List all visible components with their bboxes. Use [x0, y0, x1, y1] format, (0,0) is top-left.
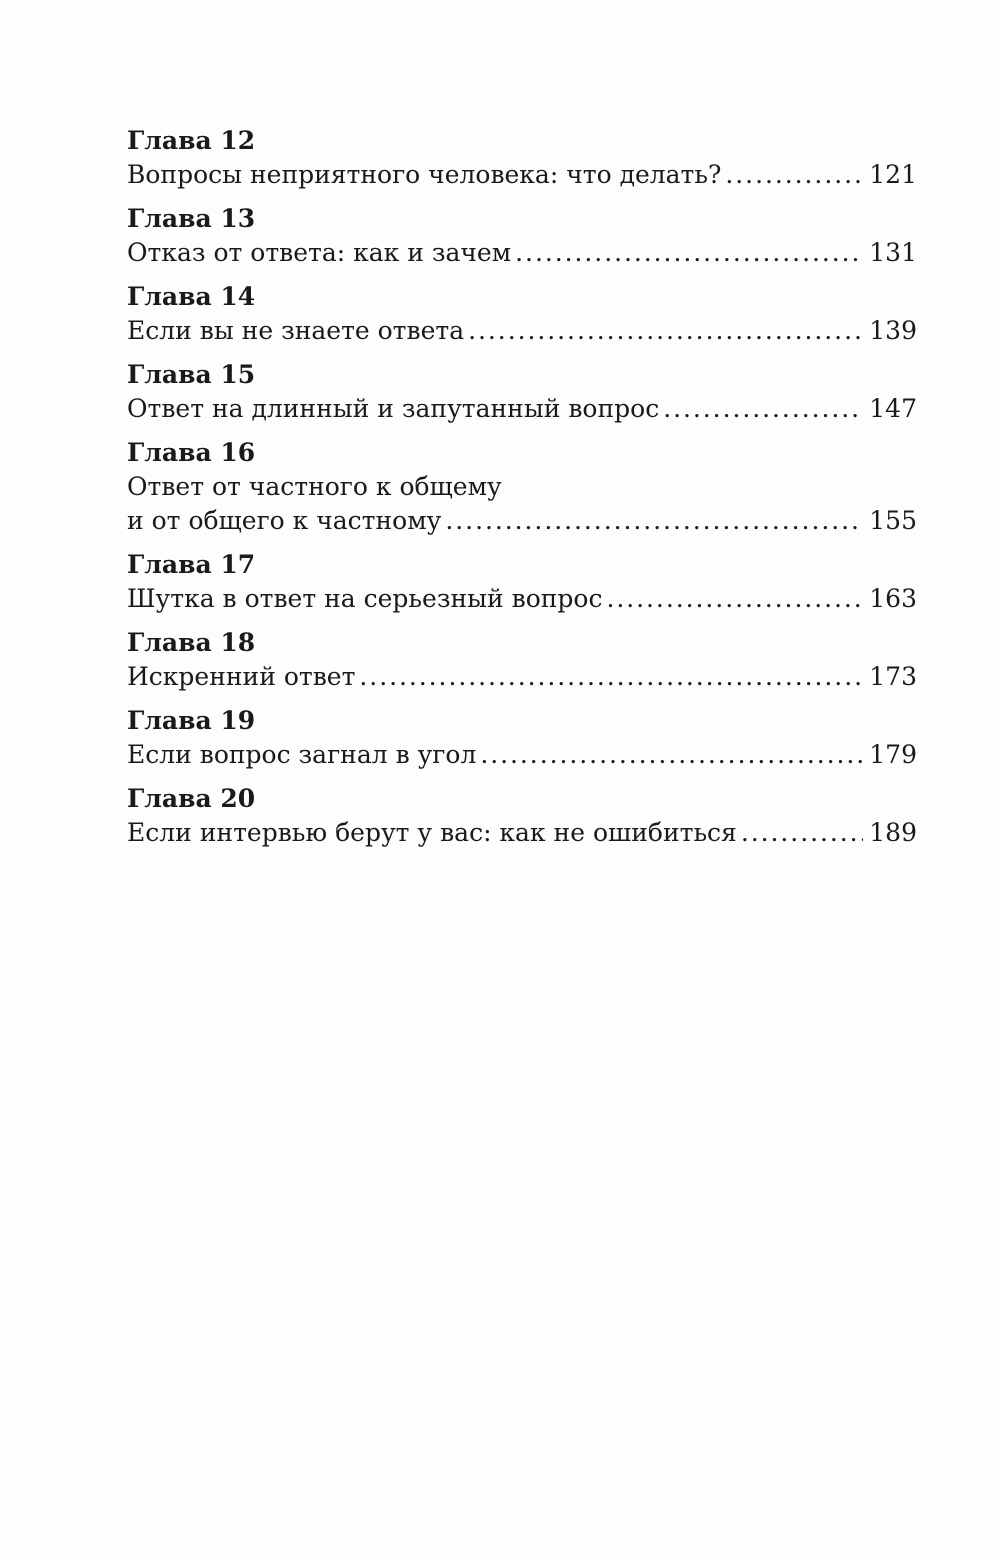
toc-entry-19 [127, 704, 917, 772]
dot-leader [359, 660, 863, 694]
chapter-title-row [127, 392, 917, 426]
chapter-label: Глава 13 [127, 204, 256, 233]
chapter-title-row [127, 504, 917, 538]
chapter-title: Если вопрос загнал в угол [127, 740, 477, 769]
page-number: 155 [869, 506, 917, 535]
chapter-title: Если интервью берут у вас: как не ошибиться [127, 818, 737, 847]
page-number: 179 [869, 740, 917, 769]
chapter-label: Глава 19 [127, 706, 256, 735]
chapter-title: Если вы не знаете ответа [127, 316, 465, 345]
table-of-contents [127, 124, 917, 860]
toc-entry-18 [127, 626, 917, 694]
chapter-label: Глава 15 [127, 360, 256, 389]
chapter-title-row [127, 236, 917, 270]
chapter-label: Глава 20 [127, 784, 256, 813]
chapter-label: Глава 14 [127, 282, 256, 311]
chapter-title: Искренний ответ [127, 662, 356, 691]
chapter-label: Глава 18 [127, 628, 256, 657]
chapter-title: и от общего к частному [127, 506, 442, 535]
dot-leader [725, 158, 863, 192]
chapter-label: Глава 16 [127, 438, 256, 467]
page-number: 189 [869, 818, 917, 847]
dot-leader [468, 314, 863, 348]
chapter-title-row [127, 738, 917, 772]
chapter-title: Шутка в ответ на серьезный вопрос [127, 584, 603, 613]
chapter-title-row [127, 816, 917, 850]
toc-entry-13 [127, 202, 917, 270]
page-number: 173 [869, 662, 917, 691]
chapter-title: Отказ от ответа: как и зачем [127, 238, 512, 267]
dot-leader [445, 504, 863, 538]
chapter-title: Ответ на длинный и запутанный вопрос [127, 394, 660, 423]
toc-entry-14 [127, 280, 917, 348]
chapter-label: Глава 12 [127, 126, 256, 155]
toc-entry-15 [127, 358, 917, 426]
toc-entry-12 [127, 124, 917, 192]
chapter-title-row [127, 314, 917, 348]
chapter-title-row [127, 158, 917, 192]
dot-leader [741, 816, 863, 850]
page-number: 139 [869, 316, 917, 345]
dot-leader [606, 582, 863, 616]
chapter-title: Вопросы неприятного человека: что делать? [127, 160, 722, 189]
dot-leader [480, 738, 863, 772]
chapter-title-first-line: Ответ от частного к общему [127, 472, 502, 501]
page-number: 121 [869, 160, 917, 189]
dot-leader [515, 236, 863, 270]
page-number: 163 [869, 584, 917, 613]
dot-leader [663, 392, 863, 426]
toc-entry-16 [127, 436, 917, 538]
chapter-title-row [127, 660, 917, 694]
page-number: 147 [869, 394, 917, 423]
page-number: 131 [869, 238, 917, 267]
chapter-label: Глава 17 [127, 550, 256, 579]
toc-entry-20 [127, 782, 917, 850]
chapter-title-row [127, 582, 917, 616]
toc-entry-17 [127, 548, 917, 616]
